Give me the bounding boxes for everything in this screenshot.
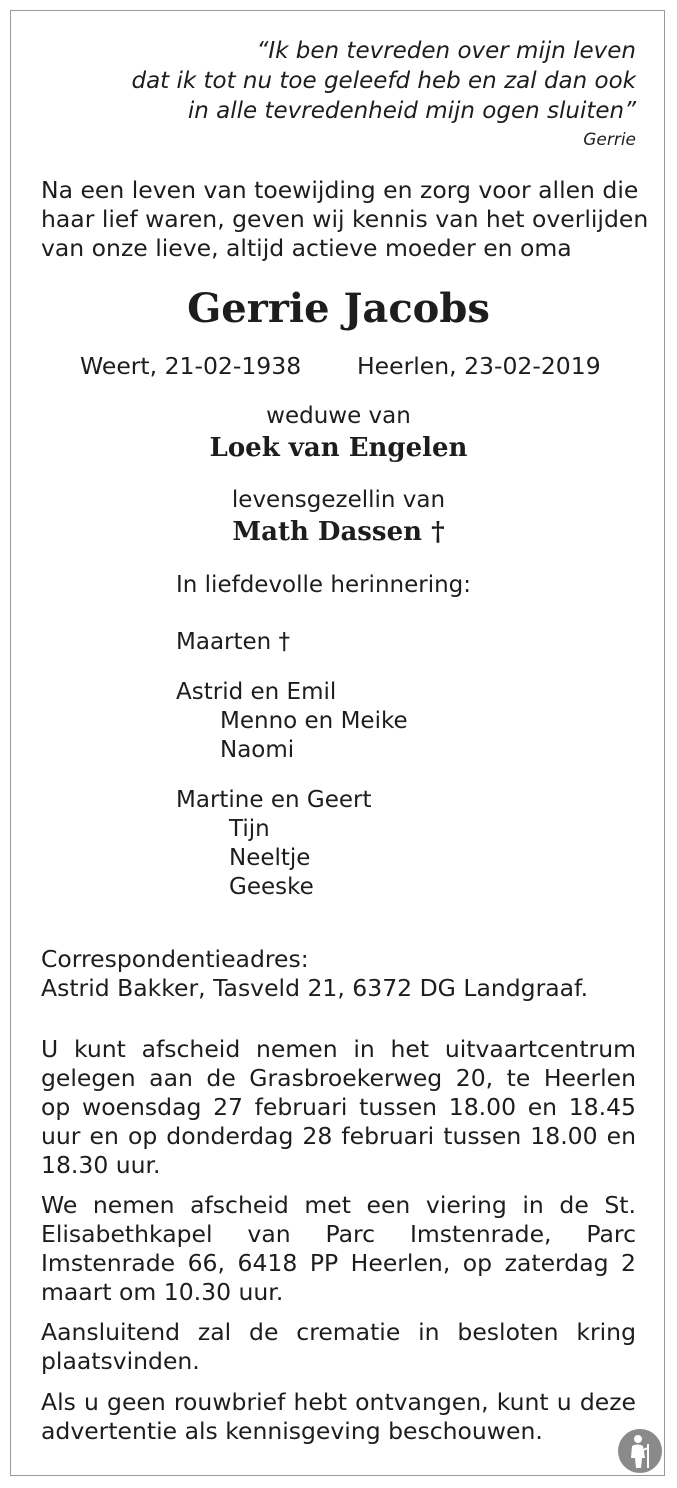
death-place-date: Heerlen, 23-02-2019 [357, 352, 601, 380]
deceased-name: Gerrie Jacobs [187, 285, 490, 332]
quote-attribution: Gerrie [583, 130, 636, 150]
family-parent-3: Martine en Geert [176, 787, 372, 813]
family-child: Geeske [229, 874, 314, 900]
family-heading: In liefdevolle herinnering: [176, 572, 472, 598]
correspondence-label: Correspondentieadres: [41, 945, 309, 973]
family-parent-1: Maarten † [176, 629, 291, 655]
quote-line-3: in alle tevredenheid mijn ogen sluiten” [187, 98, 636, 124]
cremation-paragraph: Aansluitend zal de crematie in besloten kring plaatsvinden. [41, 1318, 636, 1375]
correspondence-address: Astrid Bakker, Tasveld 21, 6372 DG Landgraaf. [41, 974, 589, 1002]
relation-name-2: Math Dassen † [232, 517, 445, 547]
family-child: Menno en Meike [220, 708, 408, 734]
family-child: Tijn [229, 816, 270, 842]
ceremony-paragraph: We nemen afscheid met een viering in de St. Elisabethkapel van Parc Imstenrade, Parc Imstenrade 66, 6418 PP Heerlen, op zaterdag 2 maart om 10.30 uur. [41, 1191, 636, 1306]
quote-line-2: dat ik tot nu toe geleefd heb en zal dan ook [131, 68, 636, 94]
quote-line-1: “Ik ben tevreden over mijn leven [256, 38, 636, 64]
relation-label-1: weduwe van [266, 403, 411, 429]
family-child: Naomi [220, 737, 295, 763]
birth-place-date: Weert, 21-02-1938 [80, 352, 302, 380]
farewell-paragraph: U kunt afscheid nemen in het uitvaartcentrum gelegen aan de Grasbroekerweg 20, te Heerlen op woensdag 27 februari tussen 18.00 en 18.45 uur en op donderdag 28 februari tussen 18.00 en 18.30 uur. [41, 1035, 636, 1179]
family-parent-2: Astrid en Emil [176, 679, 337, 705]
family-child: Neeltje [229, 845, 311, 871]
relation-label-2: levensgezellin van [231, 487, 446, 513]
intro-line-3: van onze lieve, altijd actieve moeder en oma [41, 234, 572, 262]
relation-name-1: Loek van Engelen [209, 433, 468, 463]
intro-line-1: Na een leven van toewijding en zorg voor allen die [41, 176, 639, 204]
funeral-figure-icon [617, 1428, 663, 1474]
intro-line-2: haar lief waren, geven wij kennis van het overlijden [41, 205, 649, 233]
notice-paragraph: Als u geen rouwbrief hebt ontvangen, kunt u deze advertentie als kennisgeving beschouwen. [41, 1388, 636, 1445]
